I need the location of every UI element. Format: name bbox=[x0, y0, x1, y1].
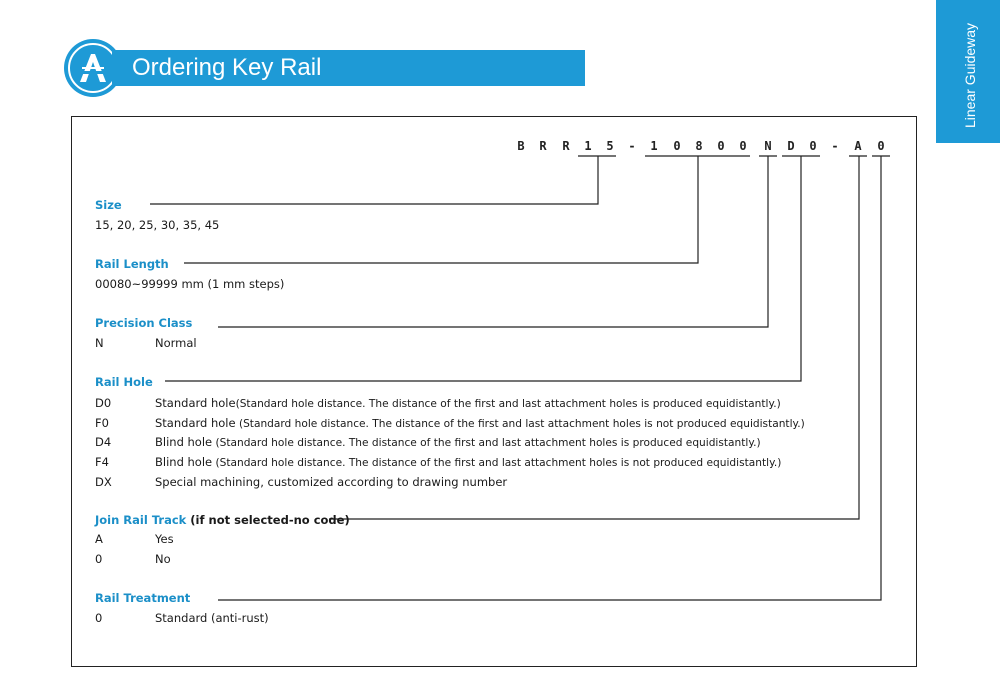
rail-hole-desc bbox=[155, 416, 805, 431]
join-heading-label: Join Rail Track bbox=[95, 513, 187, 527]
code-char: B bbox=[517, 139, 525, 153]
code-char: 0 bbox=[809, 139, 817, 153]
code-char: 0 bbox=[717, 139, 725, 153]
join-code: 0 bbox=[95, 552, 103, 566]
rail-hole-code: DX bbox=[95, 475, 112, 489]
rail-length-heading: Rail Length bbox=[95, 257, 169, 271]
code-char: - bbox=[831, 139, 839, 153]
treatment-heading: Rail Treatment bbox=[95, 591, 191, 605]
code-char: 1 bbox=[584, 139, 592, 153]
rail-hole-desc bbox=[155, 396, 781, 411]
page-title: Ordering Key Rail bbox=[132, 54, 322, 81]
code-char: R bbox=[539, 139, 547, 153]
rail-length-values: 00080~99999 mm (1 mm steps) bbox=[95, 277, 285, 291]
code-char: 5 bbox=[606, 139, 614, 153]
rail-hole-desc bbox=[155, 475, 507, 489]
rail-hole-code: F4 bbox=[95, 455, 109, 469]
rail-hole-code: D4 bbox=[95, 435, 112, 449]
code-char: 0 bbox=[739, 139, 747, 153]
rail-hole-heading: Rail Hole bbox=[95, 375, 153, 389]
code-char: N bbox=[764, 139, 772, 153]
treatment-code: 0 bbox=[95, 611, 103, 625]
rail-hole-title: Standard hole bbox=[155, 396, 236, 410]
treatment-desc: Standard (anti-rust) bbox=[155, 611, 269, 625]
side-tab-label: Linear Guideway bbox=[962, 22, 978, 128]
join-heading bbox=[95, 513, 350, 527]
code-char: - bbox=[628, 139, 636, 153]
code-char: 0 bbox=[673, 139, 681, 153]
rail-hole-detail: (Standard hole distance. The distance of the first and last attachment holes is produced equidistantly.) bbox=[212, 437, 761, 449]
rail-hole-code: D0 bbox=[95, 396, 112, 410]
rail-hole-code: F0 bbox=[95, 416, 109, 430]
rail-hole-title: Blind hole bbox=[155, 455, 213, 469]
rail-hole-desc bbox=[155, 435, 761, 450]
code-char: D bbox=[787, 139, 795, 153]
precision-desc: Normal bbox=[155, 336, 197, 350]
code-char: A bbox=[854, 139, 862, 153]
code-char: R bbox=[562, 139, 570, 153]
rail-hole-detail: (Standard hole distance. The distance of the first and last attachment holes is not produced equidistantly.) bbox=[235, 418, 805, 430]
code-char: 0 bbox=[877, 139, 885, 153]
precision-heading: Precision Class bbox=[95, 316, 193, 330]
join-desc: No bbox=[155, 552, 171, 566]
join-code: A bbox=[95, 532, 103, 546]
code-char: 8 bbox=[695, 139, 703, 153]
rail-hole-desc bbox=[155, 455, 781, 470]
rail-hole-title: Special machining, customized according to drawing number bbox=[155, 475, 508, 489]
size-values: 15, 20, 25, 30, 35, 45 bbox=[95, 218, 220, 232]
rail-hole-detail: (Standard hole distance. The distance of the first and last attachment holes is not produced equidistantly.) bbox=[212, 457, 782, 469]
precision-code: N bbox=[95, 336, 104, 350]
rail-hole-title: Blind hole bbox=[155, 435, 213, 449]
join-heading-note: (if not selected-no code) bbox=[186, 513, 350, 527]
code-char: 1 bbox=[650, 139, 658, 153]
rail-hole-detail: (Standard hole distance. The distance of the first and last attachment holes is produced equidistantly.) bbox=[235, 398, 781, 410]
size-heading: Size bbox=[95, 198, 122, 212]
join-desc: Yes bbox=[155, 532, 174, 546]
rail-hole-title: Standard hole bbox=[155, 416, 236, 430]
